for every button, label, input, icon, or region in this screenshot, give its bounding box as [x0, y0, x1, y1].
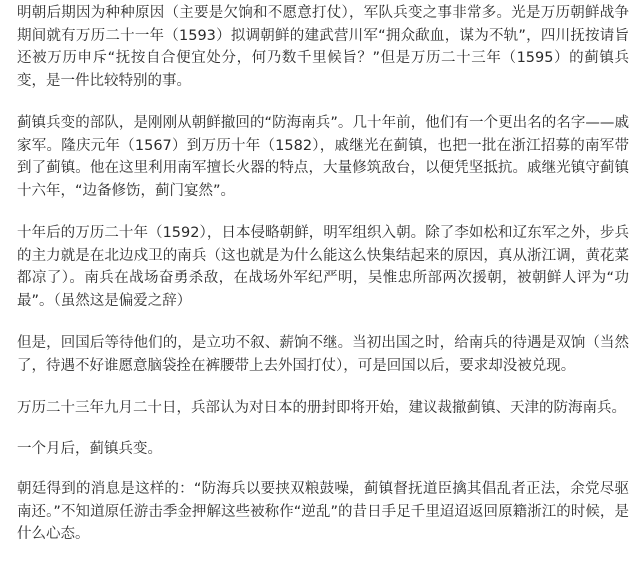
paragraph-1: 明朝后期因为种种原因（主要是欠饷和不愿意打仗），军队兵变之事非常多。光是万历朝鲜战争期间就有万历二十一年（1593）拟调朝鲜的建武营川军“拥众歃血，谋为不轨”，四川抚按请旨还被万历申斥“抚按自合便宜处分，何乃数千里候旨？”但是万历二十三年（1595）的蓟镇兵变，是一件比较特别的事。: [17, 5, 629, 89]
paragraph-5: 万历二十三年九月二十日，兵部认为对日本的册封即将开始，建议裁撤蓟镇、天津的防海南兵。: [17, 400, 626, 416]
paragraph-4: 但是，回国后等待他们的，是立功不叙、薪饷不继。当初出国之时，给南兵的待遇是双饷（当然了，待遇不好谁愿意脑袋拴在裤腰带上去外国打仗），可是回国以后，要求却没被兑现。: [17, 335, 629, 374]
paragraph-6: 一个月后，蓟镇兵变。: [17, 440, 162, 457]
article-body: [17, 2, 629, 566]
paragraph-3: 十年后的万历二十年（1592），日本侵略朝鲜，明军组织入朝。除了李如松和辽东军之外，步兵的主力就是在北边戍卫的南兵（这也就是为什么能这么快集结起来的原因，真从浙江调，黄花菜都凉了）。南兵在战场奋勇杀敌，在战场外军纪严明，吴惟忠所部两次援朝，被朝鲜人评为“功最”。（虽然这是偏爱之辞）: [17, 225, 629, 309]
paragraph-7: 朝廷得到的消息是这样的：“防海兵以要挟双粮鼓噪，蓟镇督抚道臣擒其倡乱者正法，余党尽驱南还。”不知道原任游击季金押解这些被称作“逆乱”的昔日手足千里迢迢返回原籍浙江的时候，是什么心态。: [17, 481, 629, 542]
paragraph-2: 蓟镇兵变的部队，是刚刚从朝鲜撤回的“防海南兵”。几十年前，他们有一个更出名的名字——戚家军。隆庆元年（1567）到万历十年（1582），戚继光在蓟镇，也把一批在浙江招募的南军带到了蓟镇。他在这里利用南军擅长火器的特点，大量修筑敌台，以便凭坚抵抗。戚继光镇守蓟镇十六年，“边备修饬，蓟门宴然”。: [17, 115, 629, 199]
